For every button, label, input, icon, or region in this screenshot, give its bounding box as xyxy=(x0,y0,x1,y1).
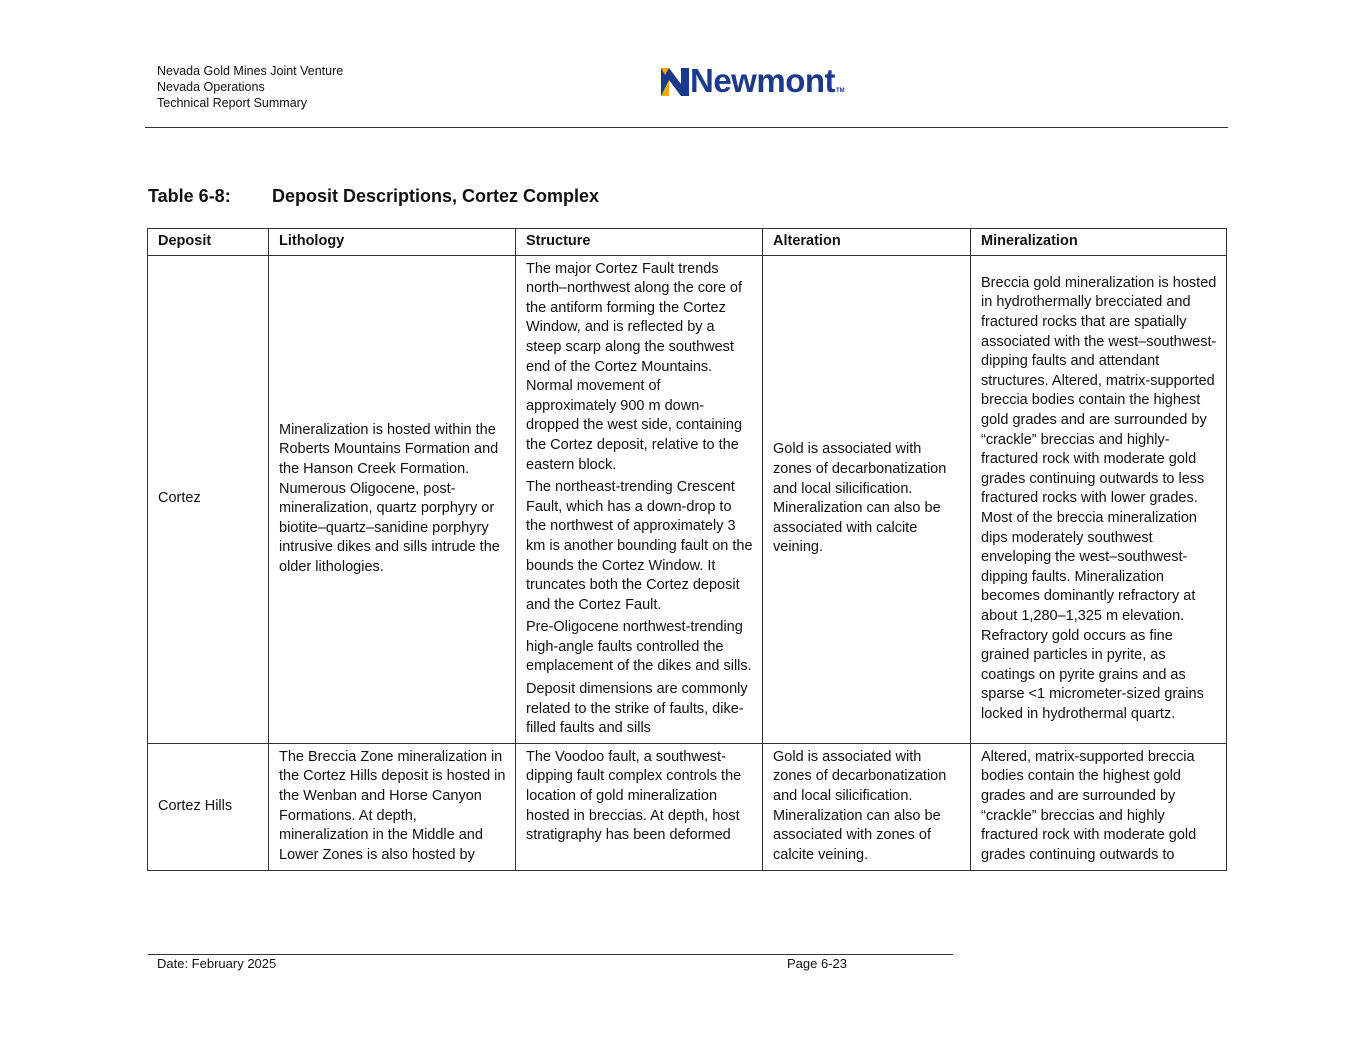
header-operations: Nevada Operations xyxy=(157,80,265,94)
newmont-logo xyxy=(661,62,845,99)
structure-paragraph: The northeast-trending Crescent Fault, which has a down-drop to the northwest of approximately 3 km is another bounding fault on the bounds the Cortez Window. It truncates both the Cortez deposit and the Cortez Fault. xyxy=(526,479,753,613)
header-company: Nevada Gold Mines Joint Venture xyxy=(157,64,344,78)
lithology-cell xyxy=(269,743,516,870)
structure-cell xyxy=(516,255,763,743)
table-row xyxy=(148,255,1227,743)
table-title: Deposit Descriptions, Cortez Complex xyxy=(272,186,600,206)
structure-paragraph: Pre-Oligocene northwest-trending high-angle faults controlled the emplacement of the dikes and sills. xyxy=(526,619,752,675)
column-header-mineralization: Mineralization xyxy=(971,229,1227,256)
structure-paragraph: Deposit dimensions are commonly related to the strike of faults, dike-filled faults and sills xyxy=(526,681,748,737)
page-number: Page 6-23 xyxy=(787,956,847,971)
footer-date: Date: February 2025 xyxy=(157,956,277,971)
structure-paragraph: The major Cortez Fault trends north–northwest along the core of the antiform forming the Cortez Window, and is reflected by a steep scarp along the southwest end of the Cortez Mountains. Normal movement of approximately 900 m down-dropped the west side, containing the Cortez deposit, relative to the eastern block. xyxy=(526,260,743,473)
mineralization-cell: Breccia gold mineralization is hosted in hydrothermally brecciated and fractured rocks that are spatially associated with the west–southwest-dipping faults and attendant structures. Altered, matrix-supported breccia bodies contain the highest gold grades and are surrounded by “crackle” breccias and highly-fractured rock with moderate gold grades continuing outwards to less fractured rocks with lower grades. Most of the breccia mineralization dips moderately southwest enveloping the west–southwest-dipping faults. Mineralization becomes dominantly refractory at about 1,280–1,325 m elevation. Refractory gold occurs as fine grained particles in pyrite, as coatings on pyrite grains and as sparse <1 micrometer-sized grains locked in hydrothermal quartz. xyxy=(971,255,1227,743)
logo-wordmark: Newmont xyxy=(690,62,835,99)
deposit-cell: Cortez Hills xyxy=(148,743,269,870)
column-header-structure: Structure xyxy=(516,229,763,256)
logo-mark-icon xyxy=(661,66,689,96)
column-header-alteration: Alteration xyxy=(763,229,971,256)
mineralization-text: Altered, matrix-supported breccia bodies contain the highest gold grades and are surrounded by “crackle” breccias and highly fractured rock with moderate gold grades continuing outwards to xyxy=(981,748,1197,863)
mineralization-cell xyxy=(971,743,1227,870)
footer-divider xyxy=(148,954,953,955)
table-row xyxy=(148,743,1227,870)
lithology-text: The Breccia Zone mineralization in the Cortez Hills deposit is hosted in the Wenban and Horse Canyon Formations. At depth, mineralization in the Middle and Lower Zones is also hosted by xyxy=(279,748,506,863)
alteration-cell: Gold is associated with zones of decarbonatization and local silicification. Mineralization can also be associated with calcite veining. xyxy=(763,255,971,743)
column-header-deposit: Deposit xyxy=(148,229,269,256)
structure-cell xyxy=(516,743,763,870)
alteration-cell xyxy=(763,743,971,870)
deposit-cell: Cortez xyxy=(148,255,269,743)
table-number: Table 6-8: xyxy=(148,186,231,206)
logo-trademark: TM xyxy=(836,88,845,94)
structure-text: The Voodoo fault, a southwest-dipping fault complex controls the location of gold mineralization hosted in breccias. At depth, host stratigraphy has been deformed xyxy=(526,748,742,844)
document-header xyxy=(157,63,343,111)
lithology-cell: Mineralization is hosted within the Roberts Mountains Formation and the Hanson Creek Formation. Numerous Oligocene, post-mineralization, quartz porphyry or biotite–quartz–sanidine porphyry intrusive dikes and sills intrude the older lithologies. xyxy=(269,255,516,743)
header-divider xyxy=(145,127,1228,128)
deposit-descriptions-table xyxy=(147,228,1227,871)
header-report-type: Technical Report Summary xyxy=(157,96,308,110)
column-header-lithology: Lithology xyxy=(269,229,516,256)
alteration-text: Gold is associated with zones of decarbonatization and local silicification. Mineralization can also be associated with zones of calcite veining. xyxy=(773,748,947,863)
table-header-row xyxy=(148,229,1227,256)
table-caption xyxy=(148,186,599,207)
